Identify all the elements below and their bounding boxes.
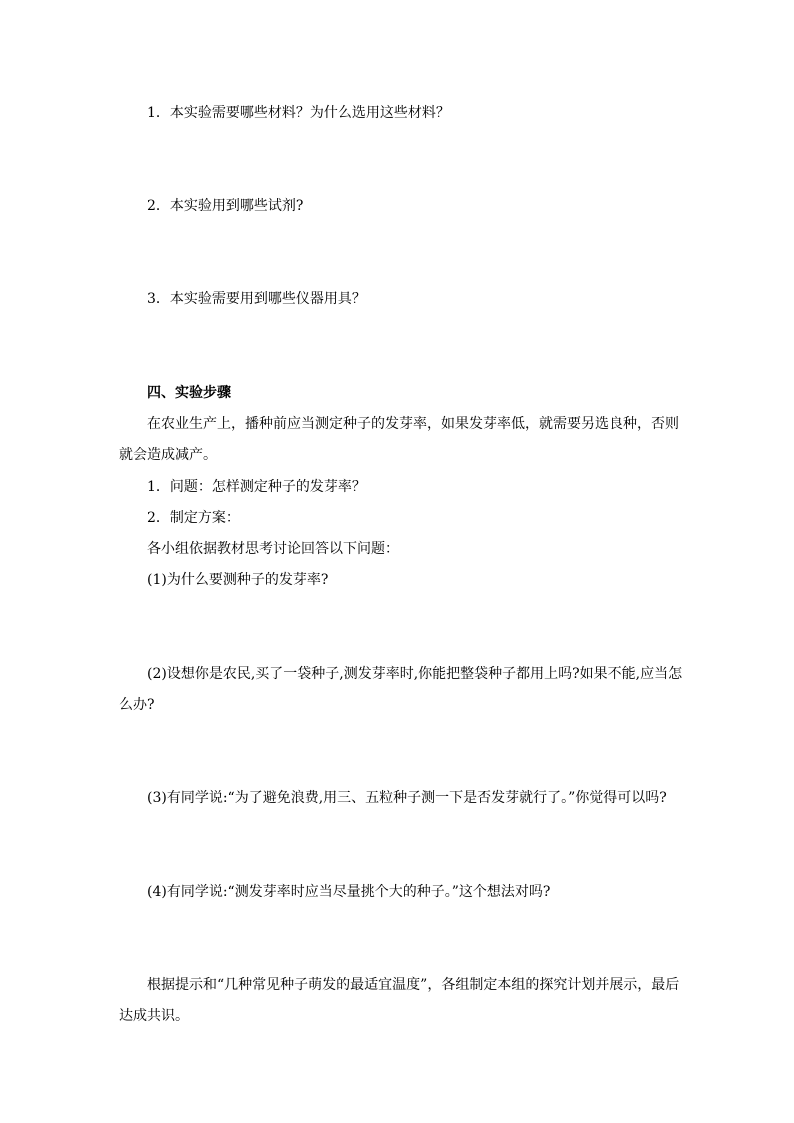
question-1: 1．本实验需要哪些材料？为什么选用这些材料？ [147, 105, 450, 121]
intro-line-1: 在农业生产上，播种前应当测定种子的发芽率，如果发芽率低，就需要另选良种，否则 [147, 416, 679, 432]
question-2: 2．本实验用到哪些试剂? [147, 198, 304, 214]
intro-line-2: 就会造成减产。 [119, 447, 217, 463]
conclusion-line-2: 达成共识。 [119, 1008, 189, 1024]
section-heading: 四、实验步骤 [147, 385, 231, 401]
sub-question-4: (4)有同学说:“测发芽率时应当尽量挑个大的种子。”这个想法对吗? [147, 884, 551, 900]
question-3: 3．本实验需要用到哪些仪器用具？ [147, 291, 366, 307]
sub-question-3: (3)有同学说:“为了避免浪费,用三、五粒种子测一下是否发芽就行了。”你觉得可以吗? [147, 790, 667, 806]
sub-question-2-line-2: 么办? [119, 697, 155, 713]
sub-question-1: (1)为什么要测种子的发芽率? [147, 572, 329, 588]
group-prompt: 各小组依据教材思考讨论回答以下问题： [147, 541, 399, 557]
step-1: 1．问题：怎样测定种子的发芽率？ [147, 479, 366, 495]
step-2: 2．制定方案： [147, 510, 240, 526]
sub-question-2-line-1: (2)设想你是农民,买了一袋种子,测发芽率时,你能把整袋种子都用上吗?如果不能,应当怎 [147, 666, 683, 682]
conclusion-line-1: 根据提示和“几种常见种子萌发的最适宜温度”，各组制定本组的探究计划并展示，最后 [147, 977, 680, 993]
